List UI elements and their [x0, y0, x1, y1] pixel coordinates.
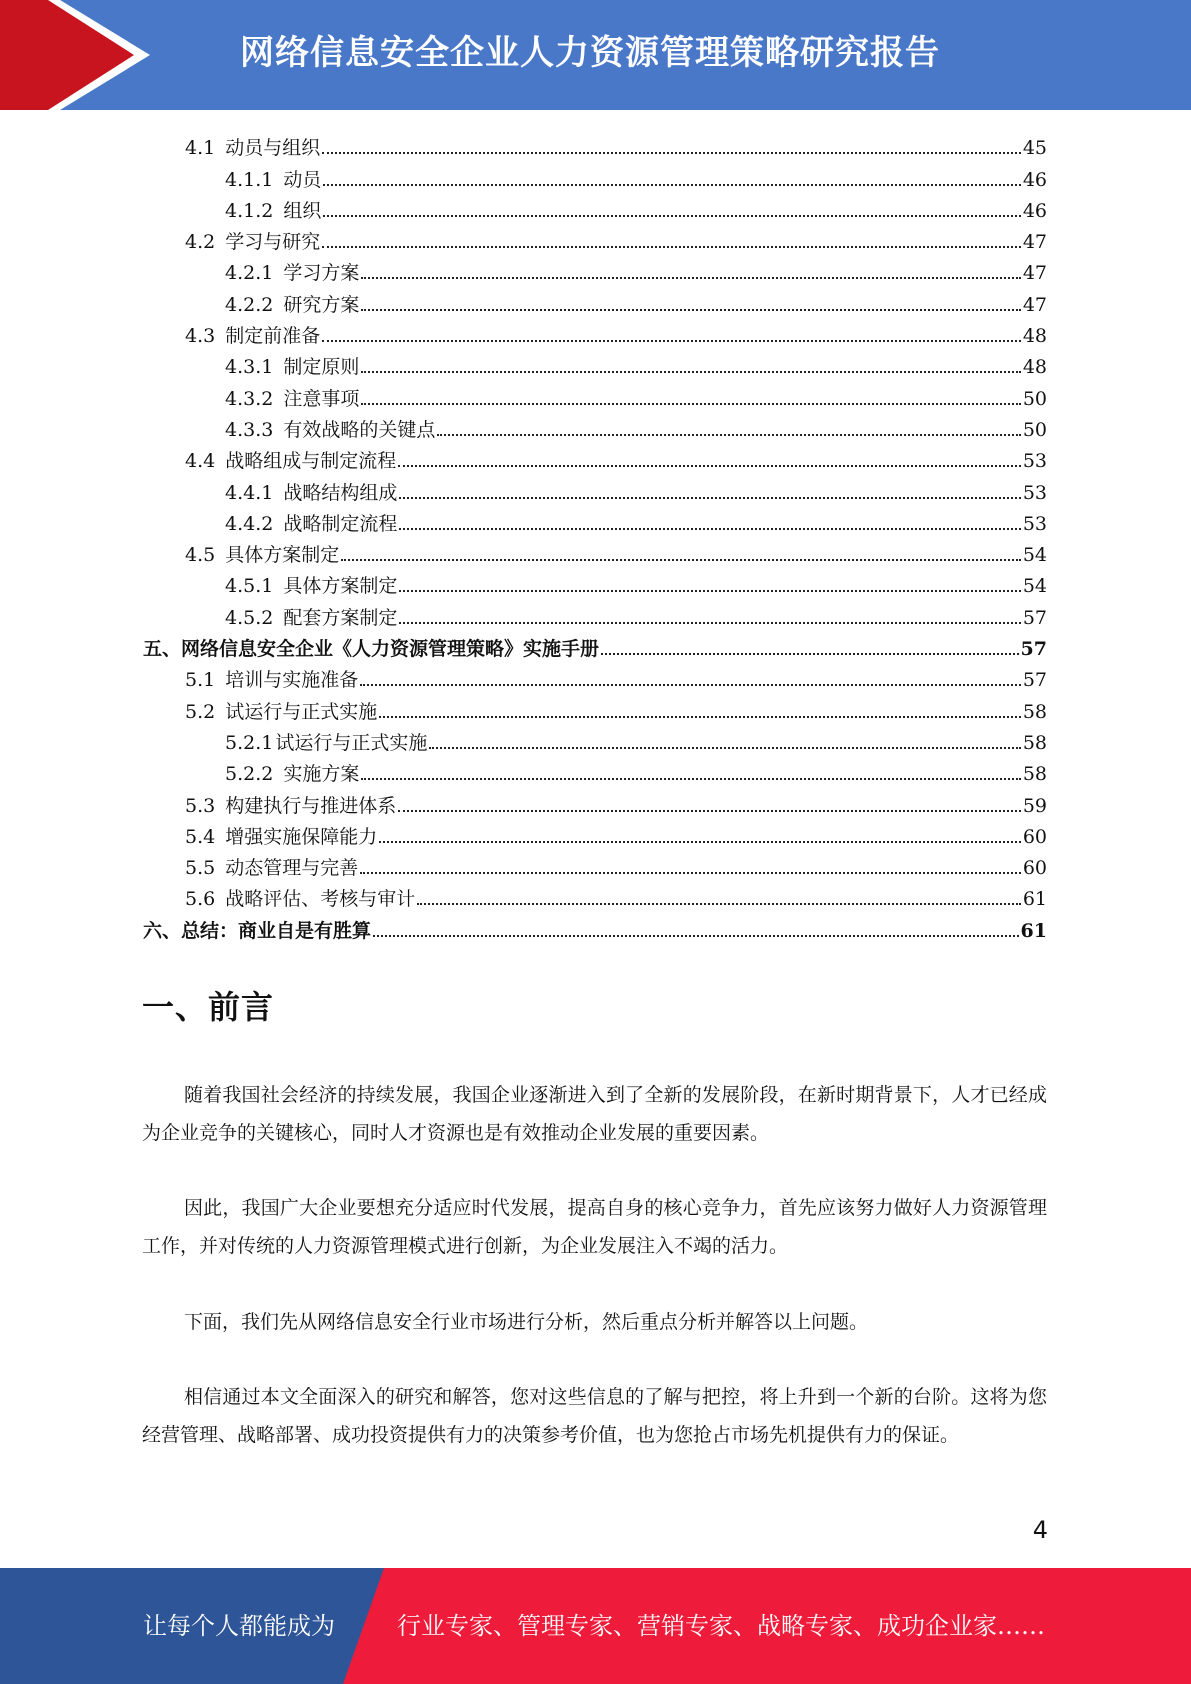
- toc-entry-page: 54: [1022, 575, 1047, 598]
- toc-dot-leader: [437, 433, 1020, 436]
- body-paragraph: 相信通过本文全面深入的研究和解答，您对这些信息的了解与把控，将上升到一个新的台阶。这将为您经营管理、战略部署、成功投资提供有力的决策参考价值，也为您抢占市场先机提供有力的保证。: [142, 1386, 1047, 1446]
- toc-entry-title: 战略制定流程: [283, 512, 398, 535]
- toc-dot-leader: [601, 652, 1019, 655]
- toc-entry-page: 53: [1022, 481, 1047, 504]
- toc-dot-leader: [322, 151, 1021, 154]
- footer-slogan-left: 让每个人都能成为: [143, 1612, 335, 1640]
- toc-entry-title: 六、总结：商业自是有胜算: [143, 919, 372, 942]
- toc-dot-leader: [361, 276, 1020, 279]
- page-number: 4: [1032, 1516, 1048, 1544]
- toc-entry-label: [225, 575, 397, 597]
- toc-entry-number: 5.2.1: [225, 731, 274, 754]
- toc-entry-label: [185, 325, 320, 347]
- toc-entry[interactable]: [143, 785, 1047, 816]
- toc-dot-leader: [361, 402, 1020, 405]
- toc-entry-title: 注意事项: [283, 387, 360, 410]
- toc-dot-leader: [322, 245, 1021, 248]
- toc-entry[interactable]: [143, 691, 1047, 722]
- toc-entry-number: 4.2.2: [225, 293, 274, 316]
- toc-entry-page: 57: [1022, 606, 1047, 629]
- header-arrow-decoration: [0, 0, 150, 110]
- toc-entry-number: 4.4.1: [225, 481, 274, 504]
- toc-entry-page: 46: [1022, 199, 1047, 222]
- toc-entry-number: 4.5: [185, 544, 216, 567]
- toc-entry-title: 具体方案制定: [225, 544, 340, 567]
- toc-entry-title: 研究方案: [283, 293, 360, 316]
- toc-entry-label: [225, 482, 397, 504]
- toc-entry-page: 57: [1022, 669, 1047, 692]
- toc-entry-page: 48: [1022, 356, 1047, 379]
- toc-entry-title: 配套方案制定: [283, 606, 398, 629]
- toc-entry-number: 5.4: [185, 825, 216, 848]
- toc-entry-number: 4.5.1: [225, 575, 274, 598]
- toc-entry-title: 动员: [283, 168, 322, 191]
- toc-entry-page: 50: [1022, 418, 1047, 441]
- toc-entry-title: 制定原则: [283, 356, 360, 379]
- toc-entry[interactable]: [143, 848, 1047, 879]
- toc-entry-page: 58: [1022, 700, 1047, 723]
- toc-entry-number: 5.1: [185, 669, 216, 692]
- toc-dot-leader: [399, 496, 1020, 499]
- header-banner: [0, 0, 1191, 110]
- toc-entry[interactable]: [143, 316, 1047, 347]
- toc-entry[interactable]: [143, 723, 1047, 754]
- toc-entry-number: 4.3.3: [225, 418, 274, 441]
- toc-entry-page: 47: [1022, 231, 1047, 254]
- toc-entry-number: 4.2.1: [225, 262, 274, 285]
- toc-entry-title: 增强实施保障能力: [225, 825, 378, 848]
- toc-entry-label: [185, 826, 377, 848]
- toc-entry-page: 61: [1020, 919, 1047, 942]
- toc-dot-leader: [323, 214, 1020, 217]
- toc-entry-page: 54: [1022, 544, 1047, 567]
- toc-dot-leader: [417, 902, 1021, 905]
- toc-entry-label: [185, 669, 358, 691]
- toc-entry-page: 45: [1022, 137, 1047, 160]
- toc-dot-leader: [399, 621, 1020, 624]
- toc-entry-page: 47: [1022, 293, 1047, 316]
- toc-entry-page: 53: [1022, 450, 1047, 473]
- toc-entry-title: 制定前准备: [225, 325, 321, 348]
- toc-entry-label: [225, 169, 321, 191]
- footer-slogan-right: 行业专家、管理专家、营销专家、战略专家、成功企业家……: [397, 1612, 1045, 1640]
- toc-dot-leader: [361, 370, 1020, 373]
- document-title: 网络信息安全企业人力资源管理策略研究报告: [240, 33, 940, 73]
- toc-entry-page: 61: [1022, 888, 1047, 911]
- toc-entry-title: 试运行与正式实施: [275, 731, 428, 754]
- toc-entry-number: 5.2.2: [225, 763, 274, 786]
- toc-entry-label: [225, 763, 359, 785]
- toc-entry-label: [185, 857, 358, 879]
- toc-entry-label: [185, 888, 415, 910]
- toc-entry[interactable]: [143, 879, 1047, 910]
- toc-entry[interactable]: [143, 504, 1047, 535]
- toc-entry-number: 4.5.2: [225, 606, 274, 629]
- toc-entry[interactable]: [143, 159, 1047, 190]
- toc-entry-label: [185, 701, 377, 723]
- toc-dot-leader: [379, 715, 1021, 718]
- toc-entry[interactable]: [143, 253, 1047, 284]
- toc-entry-label: [225, 200, 321, 222]
- toc-entry-number: 5.3: [185, 794, 216, 817]
- toc-dot-leader: [322, 339, 1021, 342]
- toc-entry-number: 4.3.1: [225, 356, 274, 379]
- toc-entry-title: 学习与研究: [225, 231, 321, 254]
- toc-entry-number: 4.1: [185, 137, 216, 160]
- toc-dot-leader: [373, 934, 1019, 937]
- toc-entry-number: 4.4.2: [225, 512, 274, 535]
- toc-dot-leader: [360, 683, 1021, 686]
- toc-chapter-entry[interactable]: [143, 629, 1047, 660]
- toc-entry[interactable]: [143, 128, 1047, 159]
- toc-entry[interactable]: [143, 754, 1047, 785]
- toc-entry[interactable]: [143, 410, 1047, 441]
- body-paragraph: 随着我国社会经济的持续发展，我国企业逐渐进入到了全新的发展阶段，在新时期背景下，人才已经成为企业竞争的关键核心，同时人才资源也是有效推动企业发展的重要因素。: [142, 1084, 1047, 1144]
- toc-entry-page: 47: [1022, 262, 1047, 285]
- toc-entry-title: 具体方案制定: [283, 575, 398, 598]
- toc-entry-number: 4.3.2: [225, 387, 274, 410]
- toc-entry-number: 4.1.2: [225, 199, 274, 222]
- toc-entry[interactable]: [143, 378, 1047, 409]
- toc-entry[interactable]: [143, 597, 1047, 628]
- toc-dot-leader: [361, 777, 1020, 780]
- toc-dot-leader: [429, 746, 1020, 749]
- toc-dot-leader: [360, 871, 1021, 874]
- toc-entry-label: [225, 513, 397, 535]
- toc-entry-title: 试运行与正式实施: [225, 700, 378, 723]
- toc-entry-title: 培训与实施准备: [225, 669, 359, 692]
- toc-dot-leader: [399, 589, 1020, 592]
- toc-entry-page: 57: [1020, 638, 1047, 661]
- toc-chapter-entry[interactable]: [143, 910, 1047, 941]
- table-of-contents: [143, 128, 1047, 942]
- toc-entry-label: [185, 795, 396, 817]
- toc-entry-page: 60: [1022, 825, 1047, 848]
- toc-entry-number: 4.3: [185, 325, 216, 348]
- toc-entry-title: 动态管理与完善: [225, 857, 359, 880]
- toc-entry-title: 学习方案: [283, 262, 360, 285]
- toc-entry[interactable]: [143, 660, 1047, 691]
- toc-entry-label: [225, 294, 359, 316]
- toc-entry-number: 5.6: [185, 888, 216, 911]
- toc-entry-label: [185, 450, 396, 472]
- toc-entry-number: 4.2: [185, 231, 216, 254]
- toc-entry[interactable]: [143, 284, 1047, 315]
- toc-dot-leader: [399, 527, 1020, 530]
- toc-entry-page: 59: [1022, 794, 1047, 817]
- toc-entry-title: 战略组成与制定流程: [225, 450, 397, 473]
- toc-entry-label: [225, 262, 359, 284]
- toc-dot-leader: [323, 183, 1020, 186]
- toc-entry[interactable]: [143, 441, 1047, 472]
- toc-entry[interactable]: [143, 191, 1047, 222]
- toc-entry-label: [225, 388, 359, 410]
- body-paragraph: 下面，我们先从网络信息安全行业市场进行分析，然后重点分析并解答以上问题。: [184, 1311, 869, 1333]
- toc-entry[interactable]: [143, 535, 1047, 566]
- toc-entry-number: 4.1.1: [225, 168, 274, 191]
- toc-entry-title: 战略结构组成: [283, 481, 398, 504]
- toc-entry-number: 5.2: [185, 700, 216, 723]
- toc-entry-page: 48: [1022, 325, 1047, 348]
- toc-entry-label: [225, 732, 427, 754]
- toc-entry-page: 58: [1022, 731, 1047, 754]
- toc-entry-number: 4.4: [185, 450, 216, 473]
- toc-entry[interactable]: [143, 817, 1047, 848]
- toc-dot-leader: [398, 464, 1021, 467]
- toc-entry-label: [225, 356, 359, 378]
- body-paragraph: 因此，我国广大企业要想充分适应时代发展，提高自身的核心竞争力，首先应该努力做好人力资源管理工作，并对传统的人力资源管理模式进行创新，为企业发展注入不竭的活力。: [142, 1197, 1047, 1257]
- toc-entry-page: 46: [1022, 168, 1047, 191]
- toc-entry[interactable]: [143, 222, 1047, 253]
- toc-entry-label: [185, 544, 339, 566]
- toc-entry-page: 58: [1022, 763, 1047, 786]
- toc-entry[interactable]: [143, 566, 1047, 597]
- toc-entry-title: 构建执行与推进体系: [225, 794, 397, 817]
- toc-entry-title: 有效战略的关键点: [283, 418, 436, 441]
- toc-entry-page: 60: [1022, 857, 1047, 880]
- toc-entry-label: [185, 137, 320, 159]
- toc-dot-leader: [361, 308, 1020, 311]
- toc-dot-leader: [379, 840, 1021, 843]
- toc-entry-title: 动员与组织: [225, 137, 321, 160]
- toc-entry-title: 战略评估、考核与审计: [225, 888, 416, 911]
- toc-entry-page: 53: [1022, 512, 1047, 535]
- footer-banner: [0, 1568, 1191, 1684]
- toc-entry-label: [225, 607, 397, 629]
- toc-entry-title: 实施方案: [283, 763, 360, 786]
- toc-dot-leader: [398, 809, 1021, 812]
- toc-entry-label: [225, 419, 435, 441]
- toc-entry[interactable]: [143, 347, 1047, 378]
- toc-entry-title: 五、网络信息安全企业《人力资源管理策略》实施手册: [143, 638, 600, 661]
- toc-dot-leader: [341, 558, 1021, 561]
- toc-entry-number: 5.5: [185, 857, 216, 880]
- toc-entry[interactable]: [143, 472, 1047, 503]
- section-heading: 一、前言: [142, 988, 275, 1026]
- toc-entry-title: 组织: [283, 199, 322, 222]
- toc-entry-label: [185, 231, 320, 253]
- toc-entry-page: 50: [1022, 387, 1047, 410]
